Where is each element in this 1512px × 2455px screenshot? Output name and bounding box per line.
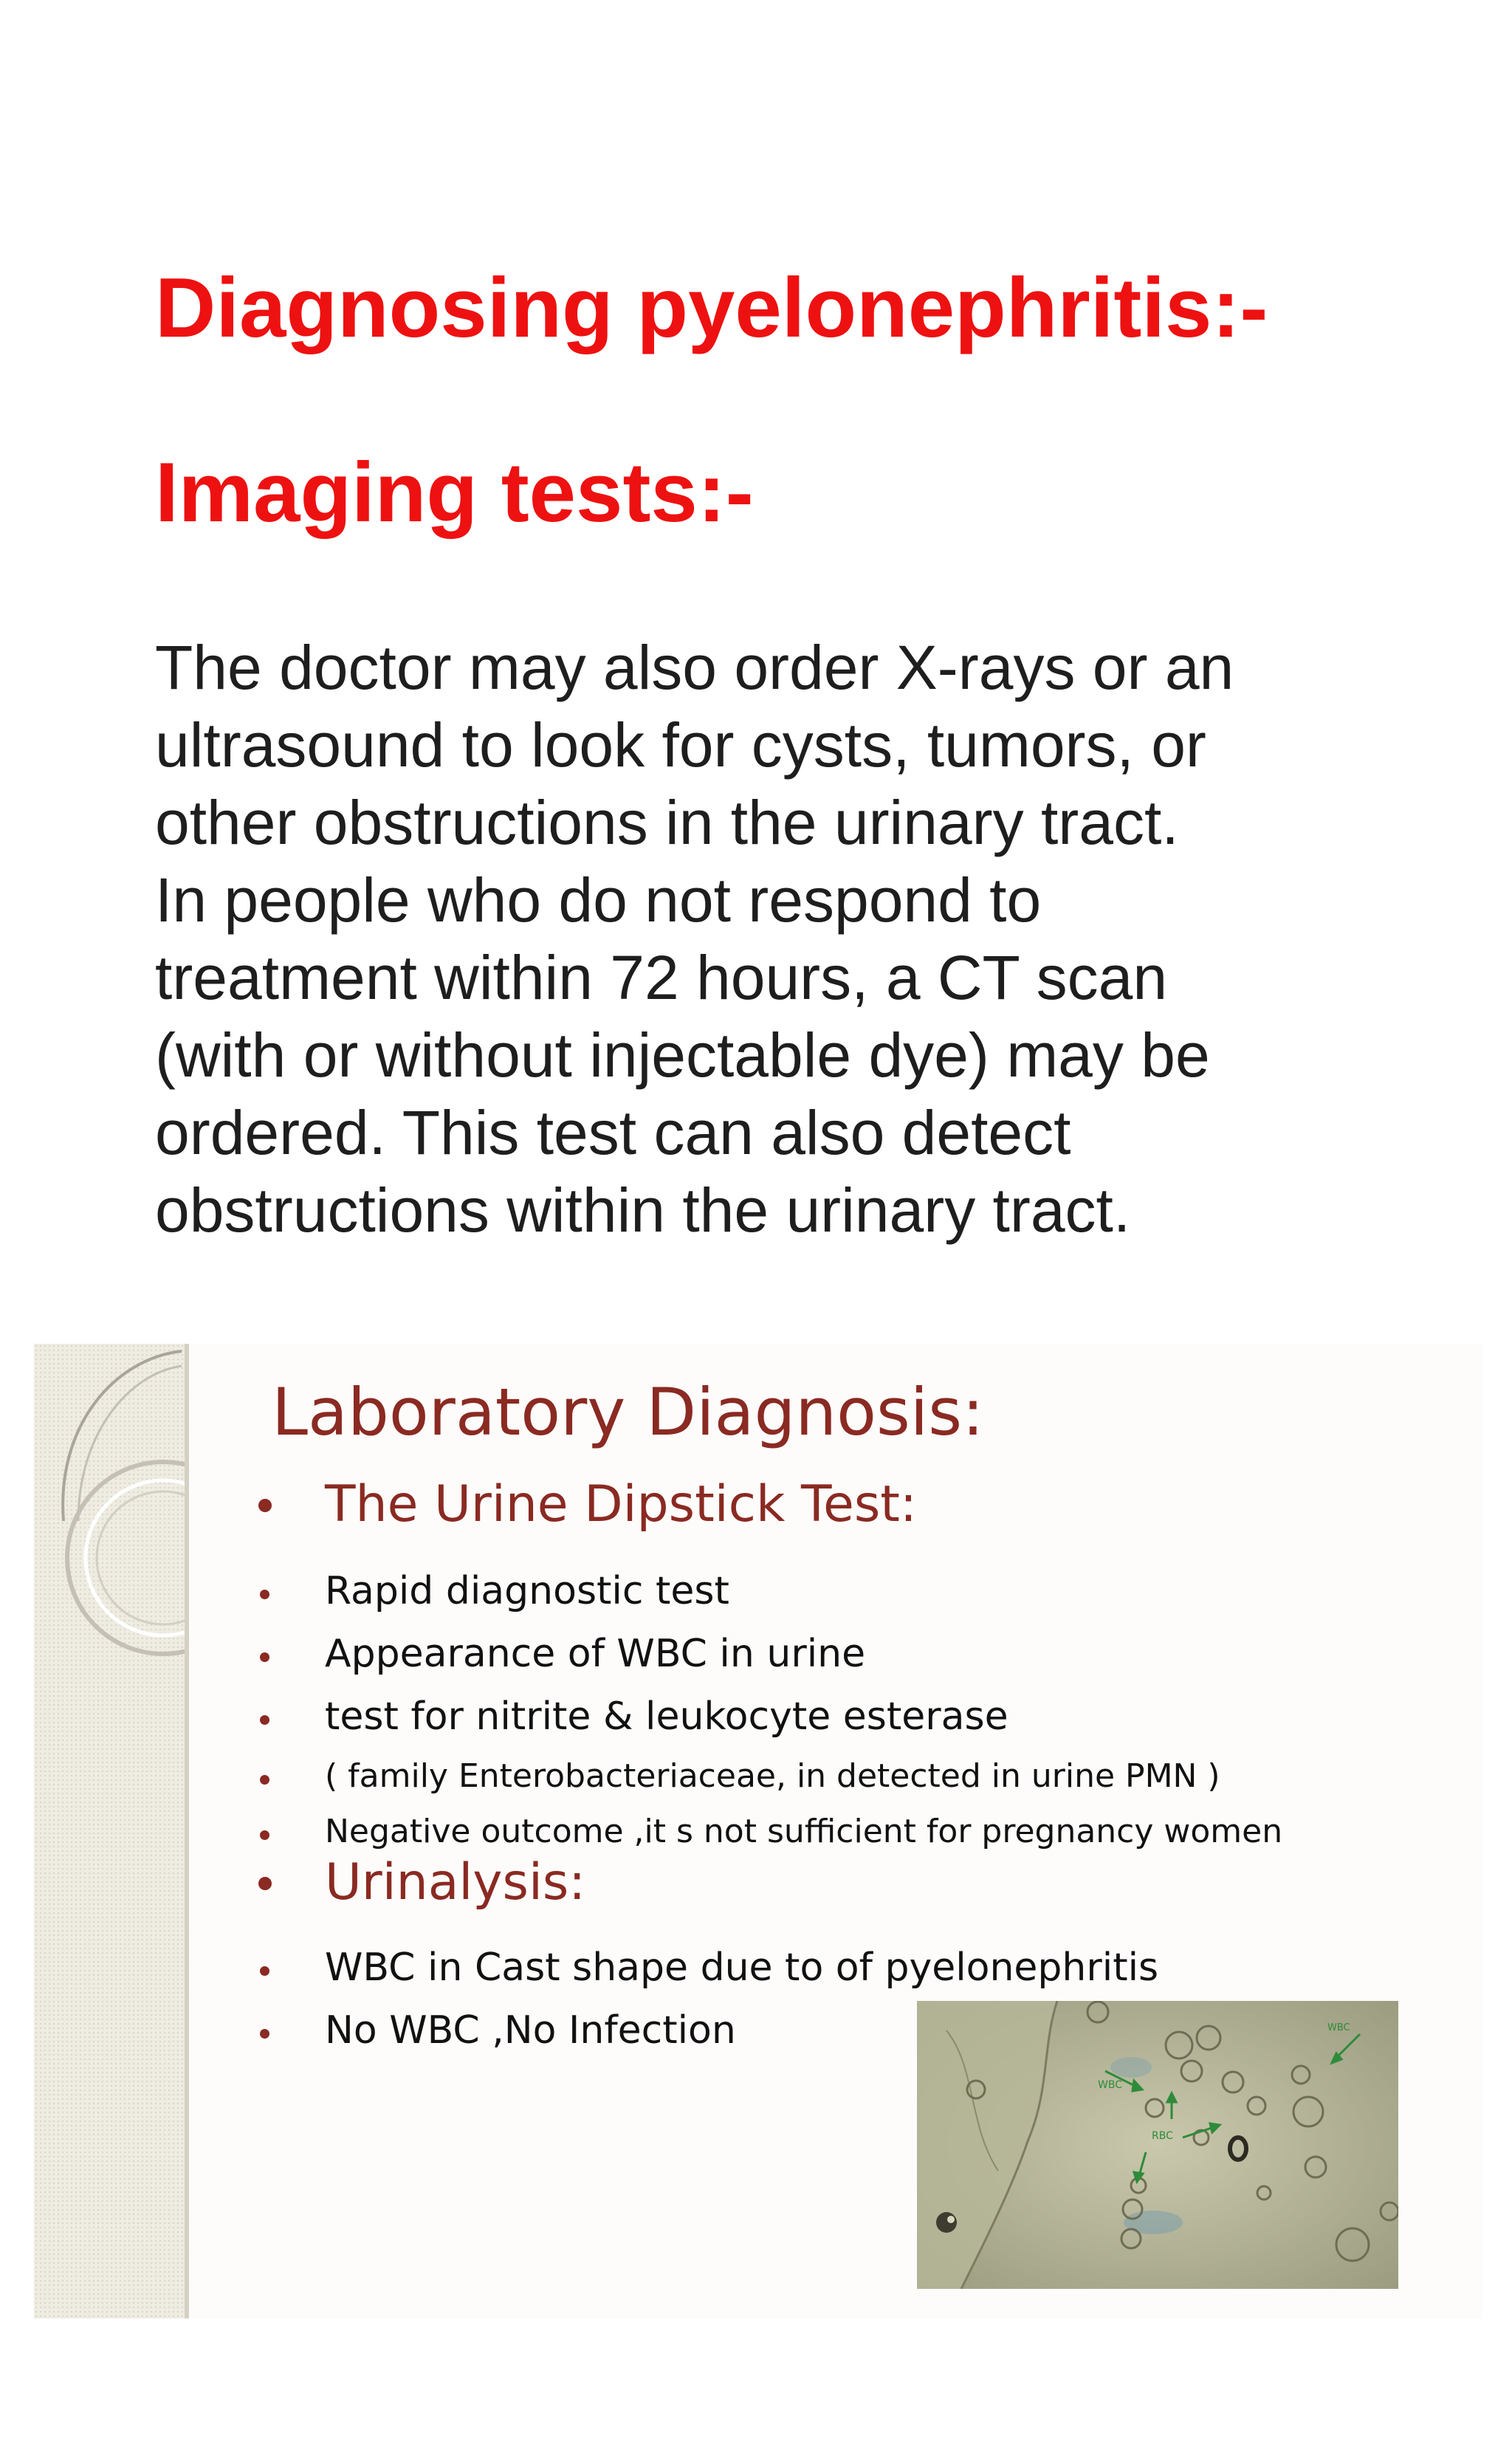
paragraph-line: other obstructions in the urinary tract. <box>155 788 1179 857</box>
paragraph-line: obstructions within the urinary tract. <box>155 1175 1131 1245</box>
paragraph-line: In people who do not respond to <box>155 865 1042 935</box>
imaging-tests-paragraph <box>155 629 1499 1249</box>
list-item-text: WBC in Cast shape due to of pyelonephritis <box>325 1946 1159 1990</box>
photo-label-wbc-right: WBC <box>1327 2022 1350 2033</box>
slide-heading: Laboratory Diagnosis: <box>272 1374 984 1450</box>
paragraph-line: ultrasound to look for cysts, tumors, or <box>155 710 1206 780</box>
bullet-icon <box>258 1499 272 1512</box>
list-item-text: No WBC ,No Infection <box>325 2008 736 2053</box>
list-item-text: Urinalysis: <box>325 1853 586 1912</box>
bullet-icon <box>258 1877 272 1890</box>
slide-decorative-sidebar <box>34 1344 189 2318</box>
list-item-text: test for nitrite & leukocyte esterase <box>325 1695 1008 1739</box>
microscopy-photo-icon <box>917 2001 1398 2289</box>
paragraph-line: treatment within 72 hours, a CT scan <box>155 943 1168 1012</box>
paragraph-line: The doctor may also order X-rays or an <box>155 633 1234 702</box>
laboratory-diagnosis-slide <box>34 1344 1482 2318</box>
bullet-icon <box>260 1830 269 1840</box>
list-item-text: Appearance of WBC in urine <box>325 1632 866 1676</box>
bullet-icon <box>260 2029 269 2039</box>
urine-microscopy-image <box>917 2001 1398 2289</box>
page-title: Diagnosing pyelonephritis:- <box>155 261 1268 355</box>
photo-label-wbc: WBC <box>1098 2079 1122 2091</box>
list-item-text: ( family Enterobacteriaceae, in detected in urine PMN ) <box>325 1757 1220 1795</box>
bullet-icon <box>260 1652 269 1662</box>
section-title-imaging-tests: Imaging tests:- <box>155 446 754 540</box>
list-item-text: Rapid diagnostic test <box>325 1569 729 1613</box>
paragraph-line: ordered. This test can also detect <box>155 1098 1071 1167</box>
paragraph-line: (with or without injectable dye) may be <box>155 1020 1210 1090</box>
list-item-text: Negative outcome ,it s not sufficient for pregnancy women <box>325 1813 1283 1850</box>
bullet-icon <box>260 1590 269 1599</box>
bullet-icon <box>260 1966 269 1976</box>
photo-label-rbc: RBC <box>1152 2130 1173 2142</box>
list-item-text: The Urine Dipstick Test: <box>325 1475 917 1534</box>
decorative-arcs-icon <box>34 1344 189 2318</box>
bullet-icon <box>260 1715 269 1725</box>
bullet-icon <box>260 1775 269 1785</box>
